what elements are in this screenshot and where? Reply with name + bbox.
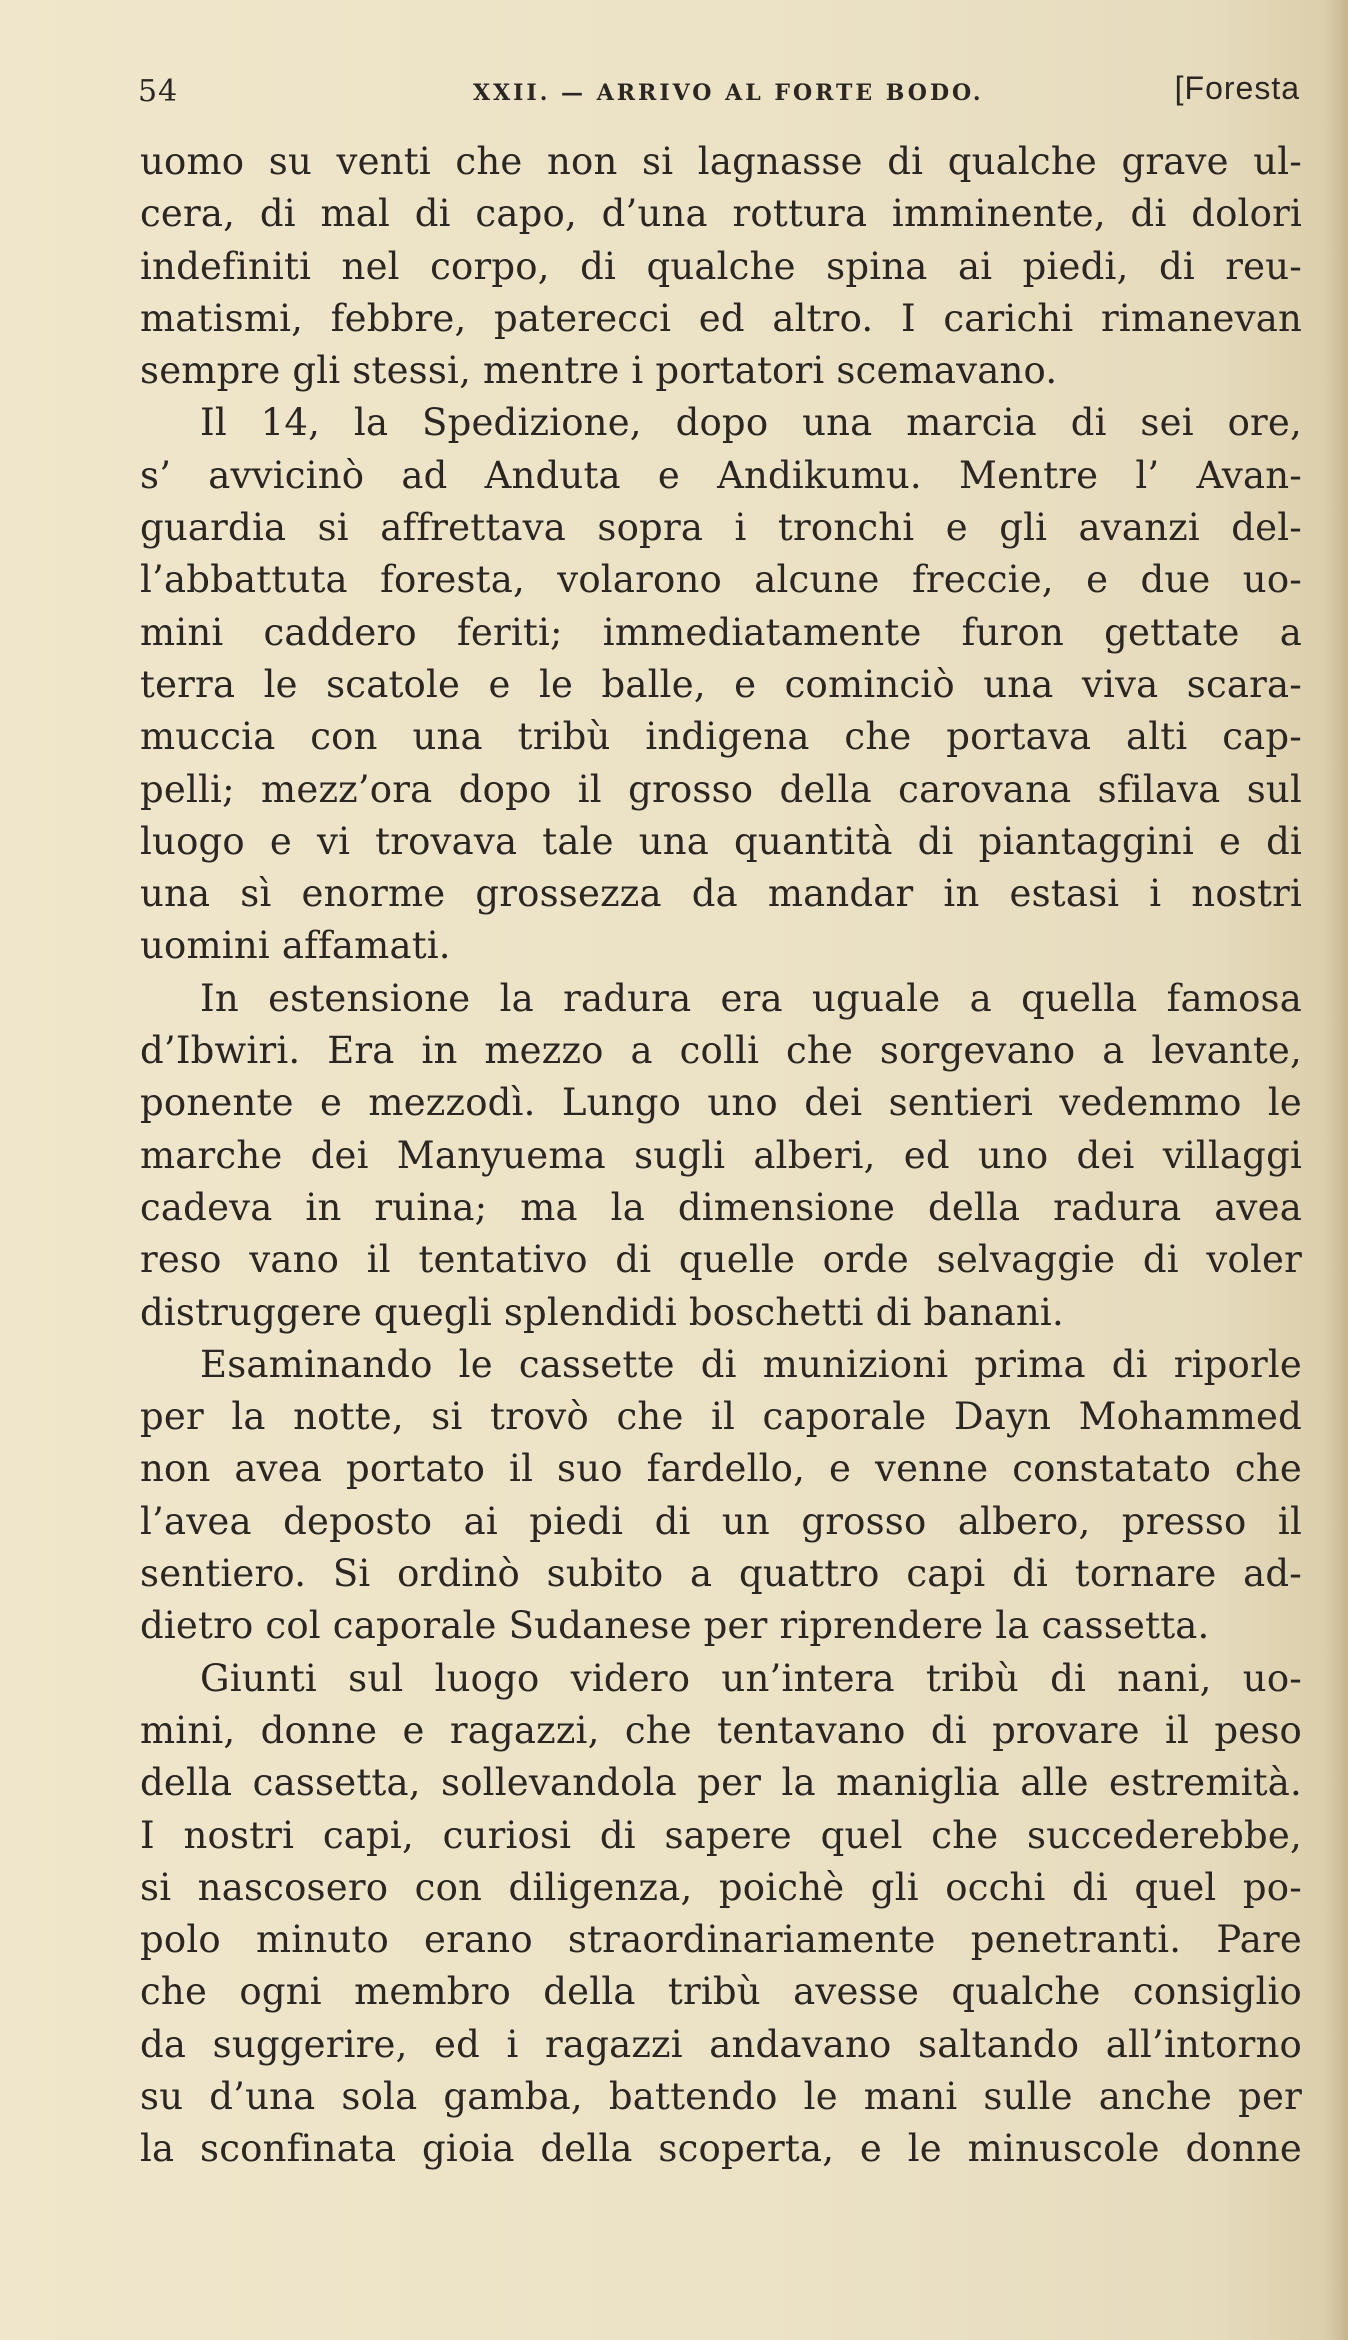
text-line: I nostri capi, curiosi di sapere quel che succederebbe, [140, 1813, 1302, 1857]
text-line: cadeva in ruina; ma la dimensione della radura avea [140, 1185, 1302, 1229]
running-title: XXII. — ARRIVO AL FORTE BODO. [473, 80, 984, 106]
text-line: dietro col caporale Sudanese per riprendere la cassetta. [140, 1604, 1210, 1648]
text-line: matismi, febbre, paterecci ed altro. I carichi rimanevan [140, 296, 1302, 340]
text-line: sentiero. Si ordinò subito a quattro capi di tornare ad- [140, 1552, 1302, 1596]
text-line: sempre gli stessi, mentre i portatori scemavano. [140, 349, 1058, 393]
text-line: da suggerire, ed i ragazzi andavano saltando all’intorno [140, 2022, 1302, 2066]
page-edge-shadow [1326, 0, 1348, 2340]
text-line: uomo su venti che non si lagnasse di qualche grave ul- [140, 140, 1302, 183]
text-line: distruggere quegli splendidi boschetti di banani. [140, 1290, 1064, 1334]
text-line: che ogni membro della tribù avesse qualche consiglio [140, 1970, 1302, 2014]
text-line: marche dei Manyuema sugli alberi, ed uno dei villaggi [140, 1133, 1302, 1177]
paragraph-start-line: Giunti sul luogo videro un’intera tribù di nani, uo- [200, 1656, 1302, 1700]
text-line: mini, donne e ragazzi, che tentavano di provare il peso [140, 1708, 1302, 1752]
text-line: la sconfinata gioia della scoperta, e le minuscole donne [140, 2127, 1302, 2171]
text-line: non avea portato il suo fardello, e venne constatato che [140, 1447, 1302, 1491]
text-line: mini caddero feriti; immediatamente furon gettate a [140, 610, 1302, 654]
text-line: reso vano il tentativo di quelle orde selvaggie di voler [140, 1238, 1302, 1282]
text-line: una sì enorme grossezza da mandar in estasi i nostri [140, 872, 1302, 916]
paragraph-start-line: Il 14, la Spedizione, dopo una marcia di sei ore, [200, 401, 1302, 445]
text-line: d’Ibwiri. Era in mezzo a colli che sorgevano a levante, [140, 1029, 1302, 1073]
running-header [138, 64, 1300, 124]
paragraph-start-line: Esaminando le cassette di munizioni prima di riporle [200, 1342, 1302, 1386]
text-line: ponente e mezzodì. Lungo uno dei sentieri vedemmo le [140, 1081, 1302, 1125]
page-number: 54 [138, 74, 179, 109]
text-line: muccia con una tribù indigena che portava alti cap- [140, 715, 1302, 759]
text-line: l’avea deposto ai piedi di un grosso albero, presso il [140, 1499, 1302, 1543]
text-line: della cassetta, sollevandola per la maniglia alle estremità. [140, 1761, 1302, 1805]
text-line: uomini affamati. [140, 924, 451, 968]
text-line: polo minuto erano straordinariamente penetranti. Pare [140, 1918, 1302, 1962]
text-line: guardia si affrettava sopra i tronchi e gli avanzi del- [140, 506, 1302, 550]
text-line: cera, di mal di capo, d’una rottura imminente, di dolori [140, 192, 1302, 236]
text-line: indefiniti nel corpo, di qualche spina ai piedi, di reu- [140, 244, 1302, 288]
text-line: si nascosero con diligenza, poichè gli occhi di quel po- [140, 1865, 1302, 1909]
text-line: l’abbattuta foresta, volarono alcune freccie, e due uo- [140, 558, 1302, 602]
text-line: pelli; mezz’ora dopo il grosso della carovana sfilava sul [140, 767, 1302, 811]
paragraph-start-line: In estensione la radura era uguale a quella famosa [200, 976, 1302, 1020]
text-line: su d’una sola gamba, battendo le mani sulle anche per [140, 2074, 1302, 2118]
text-line: s’ avvicinò ad Anduta e Andikumu. Mentre l’ Avan- [140, 453, 1302, 497]
section-mark: [Foresta [1174, 70, 1300, 106]
body-text [140, 136, 1302, 2336]
text-line: per la notte, si trovò che il caporale Dayn Mohammed [140, 1395, 1302, 1439]
text-line: luogo e vi trovava tale una quantità di piantaggini e di [140, 819, 1302, 863]
text-line: terra le scatole e le balle, e cominciò una viva scara- [140, 662, 1302, 706]
